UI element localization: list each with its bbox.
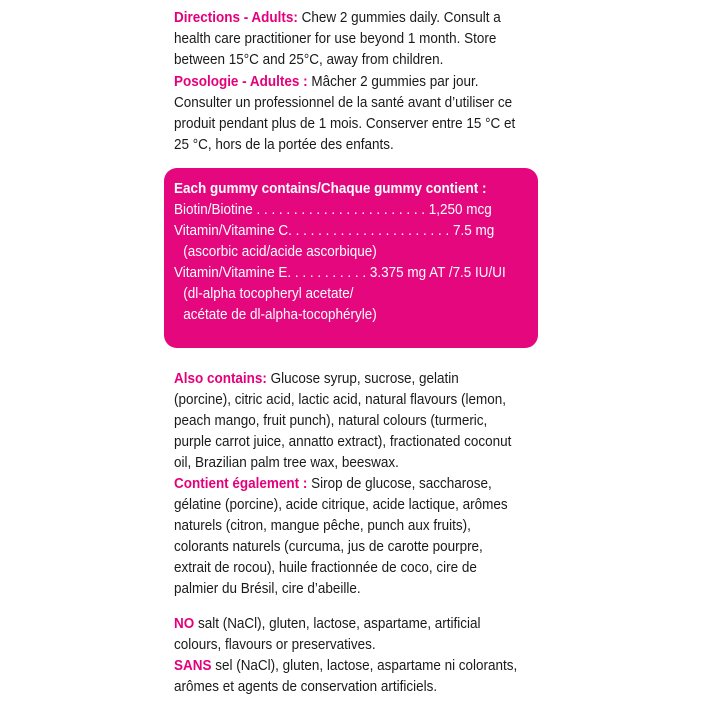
- directions-en: [174, 8, 518, 71]
- directions-fr: [174, 72, 518, 156]
- ingredient-row-vitamin-c-note: (ascorbic acid/acide ascorbique): [183, 244, 377, 260]
- also-contains: [174, 369, 518, 474]
- directions-fr-heading: Posologie - Adultes :: [174, 74, 308, 90]
- sans-text: sel (NaCl), gluten, lactose, aspartame ni colorants, arômes et agents de conservation artificiels.: [174, 658, 518, 695]
- contient-egalement: [174, 474, 518, 600]
- no-heading: NO: [174, 616, 195, 632]
- no-text: salt (NaCl), gluten, lactose, aspartame, artificial colours, flavours or preservatives.: [174, 616, 481, 653]
- directions-en-heading: Directions - Adults:: [174, 10, 298, 26]
- sans-heading: SANS: [174, 658, 212, 674]
- ingredients-box-title: Each gummy contains/Chaque gummy contient :: [174, 181, 487, 197]
- directions-en-text: Chew 2 gummies daily. Consult a health care practitioner for use beyond 1 month. Store between 15°C and 25°C, away from children.: [174, 10, 501, 68]
- ingredients-box: [164, 168, 538, 348]
- no-list-en: [174, 614, 518, 656]
- sans-list-fr: [174, 656, 518, 698]
- ingredient-row-vitamin-e: Vitamin/Vitamine E. . . . . . . . . . . 3.375 mg AT /7.5 IU/UI: [174, 265, 506, 281]
- contient-text: Sirop de glucose, saccharose, gélatine (porcine), acide citrique, acide lactique, arômes naturels (citron, mangue pêche, punch aux fruits), colorants naturels (curcuma, jus de carotte pourpre, extrait de rocou), huile fractionnée de coco, cire de palmier du Brésil, cire d’abeille.: [174, 476, 508, 597]
- ingredient-row-vitamin-c: Vitamin/Vitamine C. . . . . . . . . . . . . . . . . . . . . . 7.5 mg: [174, 223, 495, 239]
- contient-heading: Contient également :: [174, 476, 308, 492]
- ingredient-row-biotin: Biotin/Biotine . . . . . . . . . . . . . . . . . . . . . . . 1,250 mcg: [174, 202, 492, 218]
- also-contains-text: Glucose syrup, sucrose, gelatin (porcine), citric acid, lactic acid, natural flavours (lemon, peach mango, fruit punch), natural colours (turmeric, purple carrot juice, annatto extract), fractionated coconut oil, Brazilian palm tree wax, beeswax.: [174, 371, 512, 471]
- directions-fr-text: Mâcher 2 gummies par jour. Consulter un professionnel de la santé avant d’utiliser ce produit pendant plus de 1 mois. Conserver entre 15 °C et 25 °C, hors de la portée des enfants.: [174, 74, 516, 153]
- ingredient-row-vitamin-e-note-2: acétate de dl-alpha-tocophéryle): [183, 307, 377, 323]
- also-contains-heading: Also contains:: [174, 371, 267, 387]
- ingredient-row-vitamin-e-note-1: (dl-alpha tocopheryl acetate/: [183, 286, 354, 302]
